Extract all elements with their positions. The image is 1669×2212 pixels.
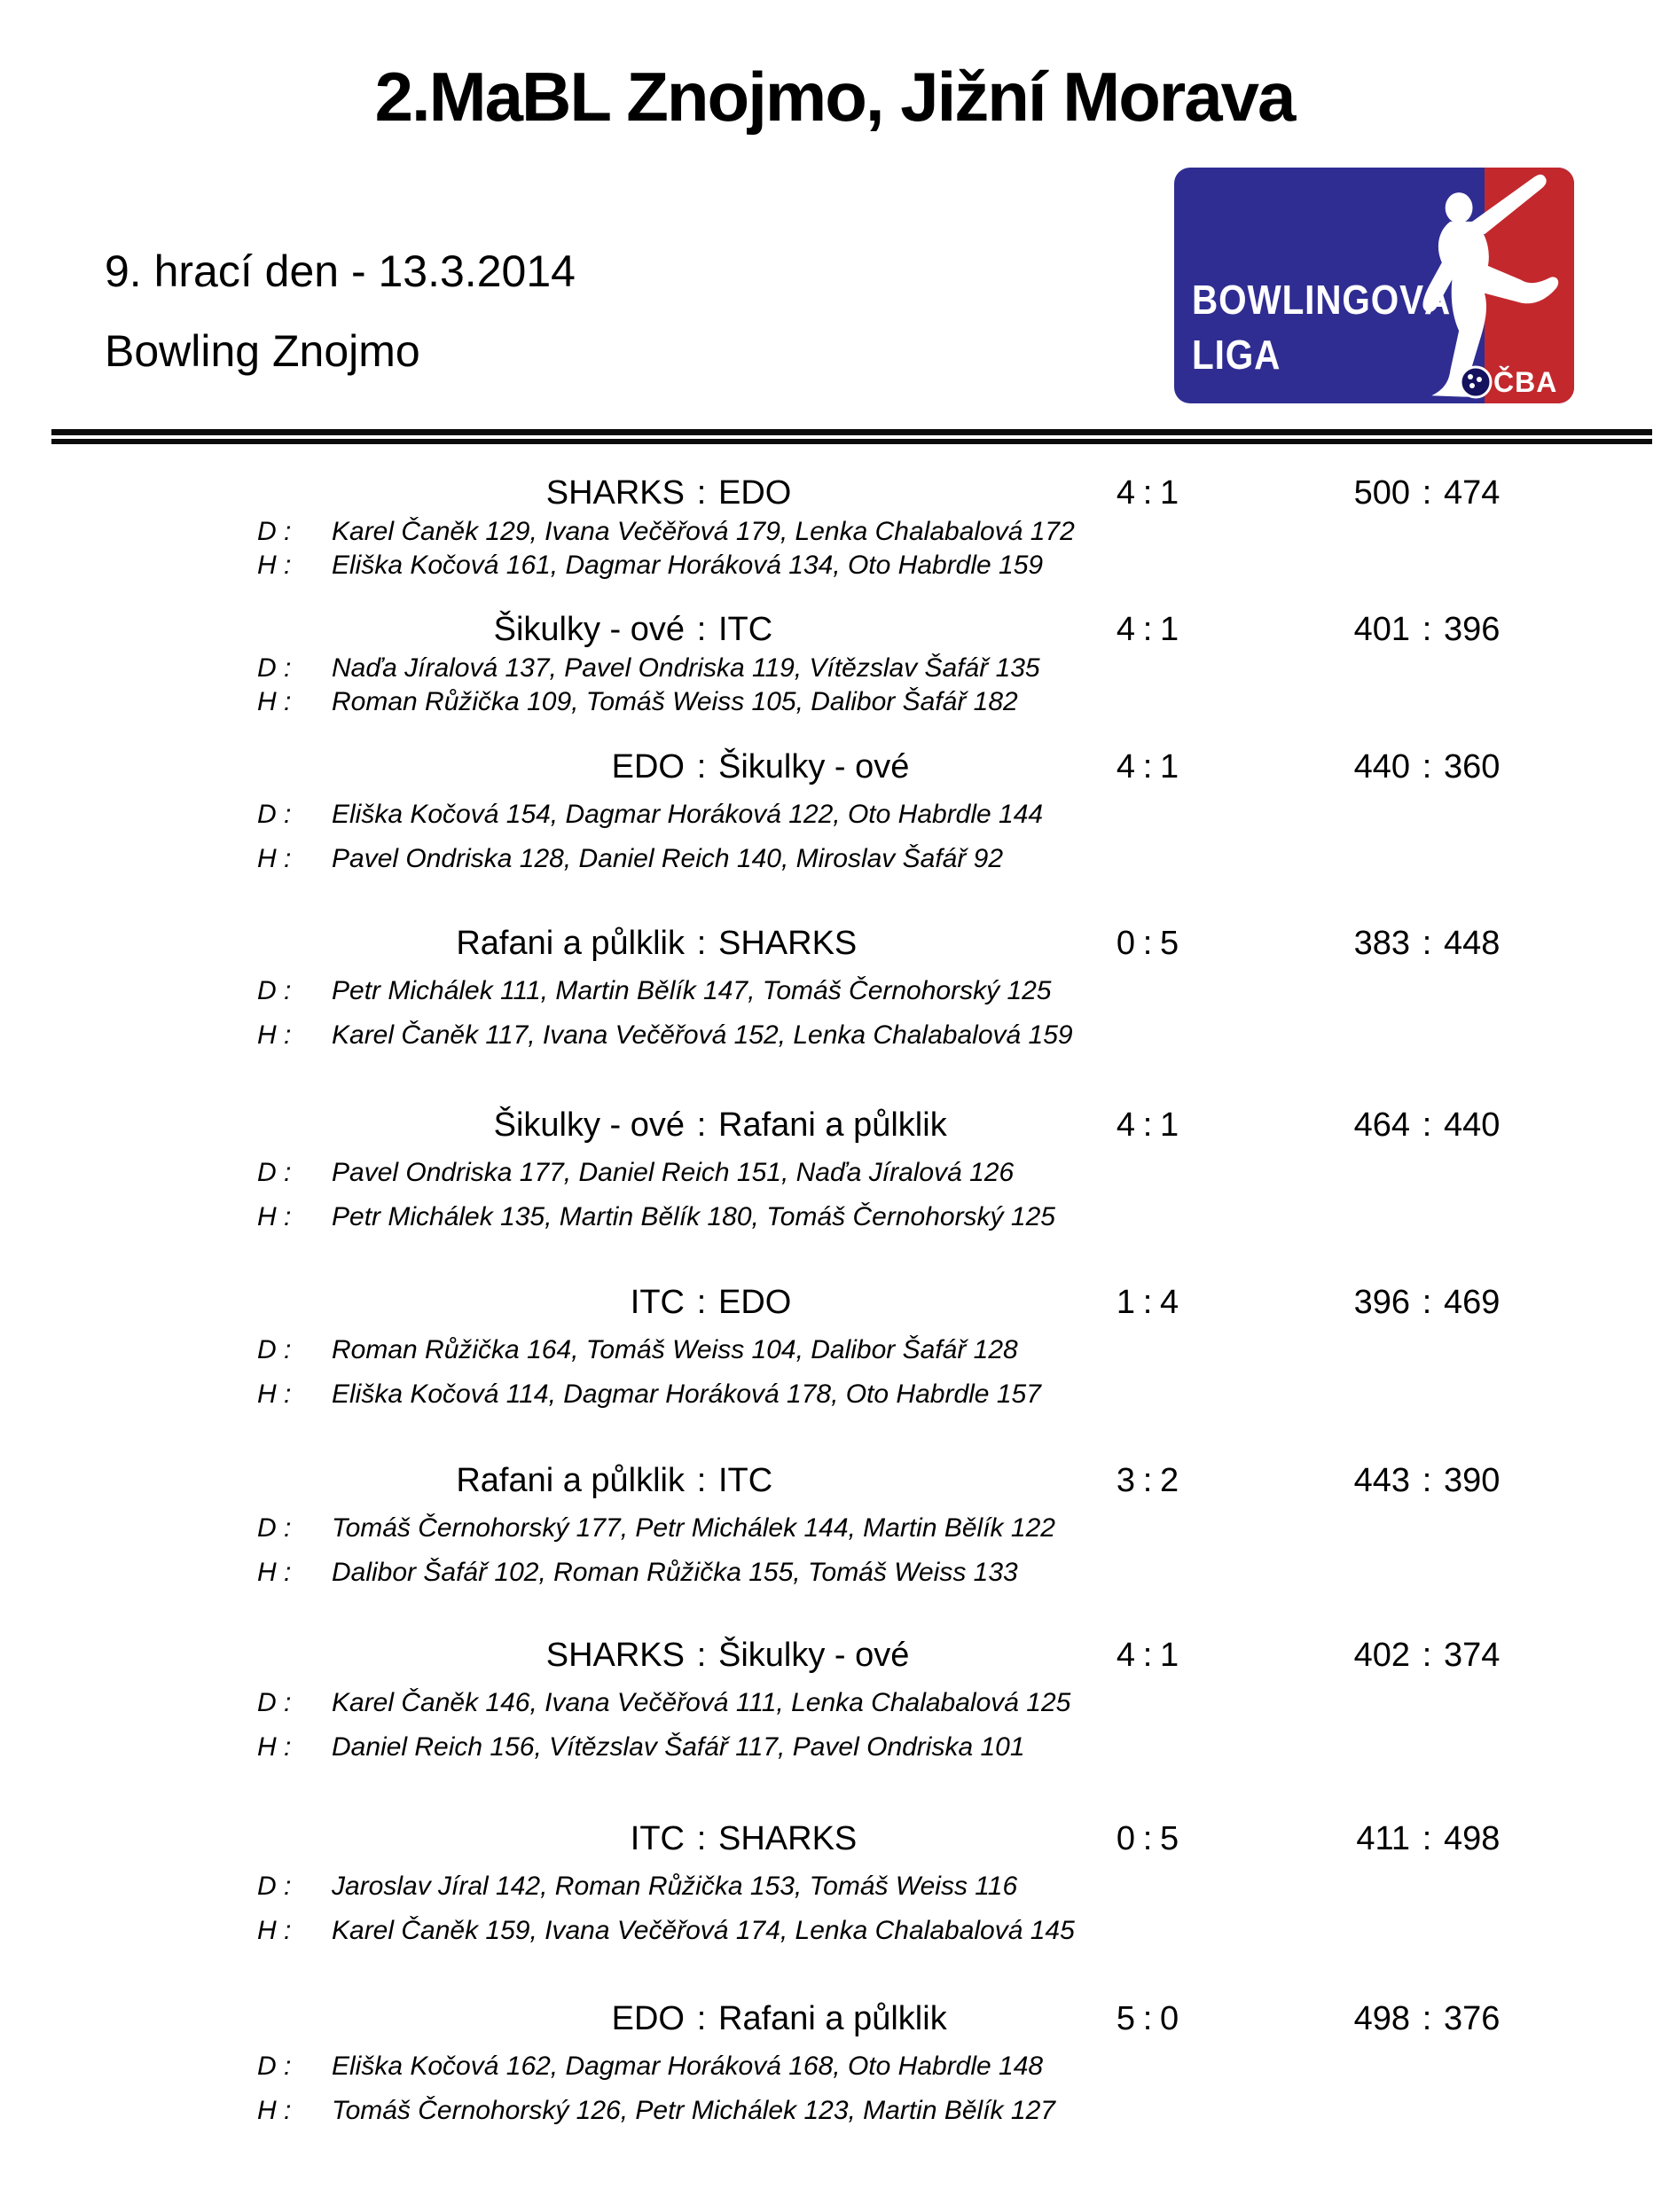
set-points-away: 5: [1160, 925, 1179, 962]
match-result: [0, 2000, 1669, 2133]
total-pins-away: 360: [1444, 748, 1501, 786]
home-lineup-row: [0, 2052, 1669, 2082]
cba-badge: ČBA: [1493, 366, 1558, 398]
title-colon: :: [696, 1106, 707, 1144]
home-team-name: EDO: [611, 2000, 685, 2037]
home-team-name: SHARKS: [545, 1637, 685, 1674]
total-pins-home: 396: [1353, 1284, 1410, 1321]
guest-row-label: H :: [257, 1202, 292, 1231]
match-result: [0, 611, 1669, 744]
guest-players-list: Dalibor Šafář 102, Roman Růžička 155, Tomáš Weiss 133: [332, 1558, 1018, 1587]
guest-lineup-row: [0, 1380, 1669, 1410]
guest-lineup-row: [0, 551, 1669, 581]
set-points-away: 1: [1160, 1637, 1179, 1674]
home-lineup-row: [0, 800, 1669, 830]
home-lineup-row: [0, 653, 1669, 684]
match-title-row: [0, 1820, 1669, 1857]
guest-row-label: H :: [257, 1558, 292, 1587]
home-players-list: Petr Michálek 111, Martin Bělík 147, Tomáš Černohorský 125: [332, 976, 1052, 1005]
guest-row-label: H :: [257, 551, 292, 580]
set-points-away: 0: [1160, 2000, 1179, 2037]
away-team-name: Rafani a půlklik: [718, 2000, 947, 2037]
logo-wordmark-line2: LIGA: [1192, 332, 1281, 378]
home-row-label: D :: [257, 1513, 292, 1543]
home-lineup-row: [0, 976, 1669, 1006]
total-pins-colon: :: [1422, 2000, 1432, 2037]
match-title-row: [0, 1637, 1669, 1674]
guest-lineup-row: [0, 687, 1669, 717]
title-colon: :: [696, 1284, 707, 1321]
match-result: [0, 748, 1669, 881]
guest-lineup-row: [0, 1558, 1669, 1588]
away-team-name: Šikulky - ové: [718, 1637, 910, 1674]
logo-wordmark-line1: BOWLINGOVÁ: [1192, 277, 1452, 323]
total-pins-colon: :: [1422, 748, 1432, 786]
total-pins-away: 440: [1444, 1106, 1501, 1144]
set-points-away: 5: [1160, 1820, 1179, 1857]
home-lineup-row: [0, 1513, 1669, 1544]
guest-row-label: H :: [257, 1020, 292, 1050]
home-team-name: ITC: [630, 1284, 685, 1321]
total-pins-away: 396: [1444, 611, 1501, 648]
set-points-colon: :: [1142, 1462, 1153, 1499]
guest-row-label: H :: [257, 2096, 292, 2125]
away-team-name: Rafani a půlklik: [718, 1106, 947, 1144]
match-title-row: [0, 1284, 1669, 1321]
home-players-list: Tomáš Černohorský 177, Petr Michálek 144, Martin Bělík 122: [332, 1513, 1055, 1543]
title-colon: :: [696, 2000, 707, 2037]
title-colon: :: [696, 748, 707, 786]
home-row-label: D :: [257, 517, 292, 546]
home-team-name: Šikulky - ové: [493, 611, 685, 648]
set-points-home: 4: [1116, 748, 1135, 786]
set-points-home: 0: [1116, 925, 1135, 962]
total-pins-home: 402: [1353, 1637, 1410, 1674]
guest-row-label: H :: [257, 1732, 292, 1762]
set-points-colon: :: [1142, 2000, 1153, 2037]
set-points-colon: :: [1142, 1106, 1153, 1144]
guest-lineup-row: [0, 1020, 1669, 1051]
total-pins-away: 474: [1444, 474, 1501, 512]
venue-name: Bowling Znojmo: [105, 326, 420, 376]
set-points-home: 1: [1116, 1284, 1135, 1321]
title-colon: :: [696, 1462, 707, 1499]
set-points-home: 4: [1116, 1106, 1135, 1144]
match-title-row: [0, 1462, 1669, 1499]
set-points-colon: :: [1142, 1820, 1153, 1857]
set-points-away: 1: [1160, 474, 1179, 512]
total-pins-colon: :: [1422, 1284, 1432, 1321]
away-team-name: SHARKS: [718, 925, 858, 962]
away-team-name: ITC: [718, 611, 773, 648]
total-pins-home: 464: [1353, 1106, 1410, 1144]
guest-players-list: Tomáš Černohorský 126, Petr Michálek 123, Martin Bělík 127: [332, 2096, 1055, 2125]
guest-players-list: Karel Čaněk 159, Ivana Večěřová 174, Lenka Chalabalová 145: [332, 1916, 1075, 1945]
home-lineup-row: [0, 1872, 1669, 1902]
header-divider: [51, 429, 1652, 444]
total-pins-away: 448: [1444, 925, 1501, 962]
match-result: [0, 1462, 1669, 1595]
guest-players-list: Daniel Reich 156, Vítězslav Šafář 117, Pavel Ondriska 101: [332, 1732, 1025, 1762]
home-players-list: Roman Růžička 164, Tomáš Weiss 104, Dalibor Šafář 128: [332, 1335, 1018, 1364]
set-points-away: 1: [1160, 611, 1179, 648]
total-pins-colon: :: [1422, 611, 1432, 648]
set-points-home: 3: [1116, 1462, 1135, 1499]
title-colon: :: [696, 1820, 707, 1857]
guest-players-list: Eliška Kočová 114, Dagmar Horáková 178, Oto Habrdle 157: [332, 1380, 1041, 1409]
total-pins-colon: :: [1422, 474, 1432, 512]
guest-players-list: Petr Michálek 135, Martin Bělík 180, Tomáš Černohorský 125: [332, 1202, 1055, 1231]
home-row-label: D :: [257, 1872, 292, 1901]
match-result: [0, 1820, 1669, 1953]
total-pins-colon: :: [1422, 1106, 1432, 1144]
set-points-home: 4: [1116, 1637, 1135, 1674]
home-players-list: Pavel Ondriska 177, Daniel Reich 151, Naďa Jíralová 126: [332, 1158, 1015, 1187]
home-players-list: Eliška Kočová 154, Dagmar Horáková 122, Oto Habrdle 144: [332, 800, 1044, 829]
home-players-list: Karel Čaněk 129, Ivana Večěřová 179, Lenka Chalabalová 172: [332, 517, 1075, 546]
match-title-row: [0, 2000, 1669, 2037]
home-team-name: Šikulky - ové: [493, 1106, 685, 1144]
home-lineup-row: [0, 1688, 1669, 1718]
set-points-colon: :: [1142, 474, 1153, 512]
set-points-home: 5: [1116, 2000, 1135, 2037]
title-colon: :: [696, 611, 707, 648]
title-colon: :: [696, 1637, 707, 1674]
total-pins-home: 500: [1353, 474, 1410, 512]
page-title: 2.MaBL Znojmo, Jižní Morava: [374, 58, 1295, 136]
home-row-label: D :: [257, 2052, 292, 2081]
home-lineup-row: [0, 517, 1669, 547]
match-result: [0, 1637, 1669, 1770]
total-pins-home: 443: [1353, 1462, 1410, 1499]
guest-lineup-row: [0, 1732, 1669, 1763]
home-team-name: Rafani a půlklik: [456, 1462, 685, 1499]
home-row-label: D :: [257, 1688, 292, 1717]
total-pins-home: 411: [1356, 1820, 1410, 1857]
set-points-home: 4: [1116, 474, 1135, 512]
match-result: [0, 925, 1669, 1058]
set-points-away: 1: [1160, 1106, 1179, 1144]
total-pins-colon: :: [1422, 1462, 1432, 1499]
set-points-home: 0: [1116, 1820, 1135, 1857]
home-team-name: EDO: [611, 748, 685, 786]
total-pins-home: 383: [1353, 925, 1410, 962]
away-team-name: Šikulky - ové: [718, 748, 910, 786]
guest-row-label: H :: [257, 844, 292, 873]
total-pins-away: 376: [1444, 2000, 1501, 2037]
total-pins-home: 498: [1353, 2000, 1410, 2037]
match-day-line: 9. hrací den - 13.3.2014: [105, 246, 576, 296]
guest-lineup-row: [0, 1202, 1669, 1232]
home-team-name: ITC: [630, 1820, 685, 1857]
away-team-name: EDO: [718, 1284, 792, 1321]
match-result: [0, 474, 1669, 607]
home-players-list: Naďa Jíralová 137, Pavel Ondriska 119, Vítězslav Šafář 135: [332, 653, 1040, 683]
title-colon: :: [696, 925, 707, 962]
away-team-name: ITC: [718, 1462, 773, 1499]
bowling-ball-icon: [1458, 364, 1493, 400]
guest-players-list: Karel Čaněk 117, Ivana Večěřová 152, Lenka Chalabalová 159: [332, 1020, 1073, 1050]
set-points-away: 4: [1160, 1284, 1179, 1321]
set-points-away: 1: [1160, 748, 1179, 786]
match-result: [0, 1284, 1669, 1417]
set-points-colon: :: [1142, 611, 1153, 648]
home-lineup-row: [0, 1335, 1669, 1365]
total-pins-away: 374: [1444, 1637, 1501, 1674]
guest-lineup-row: [0, 1916, 1669, 1946]
total-pins-away: 390: [1444, 1462, 1501, 1499]
guest-lineup-row: [0, 844, 1669, 874]
home-row-label: D :: [257, 1335, 292, 1364]
total-pins-away: 469: [1444, 1284, 1501, 1321]
guest-row-label: H :: [257, 1916, 292, 1945]
total-pins-away: 498: [1444, 1820, 1501, 1857]
match-title-row: [0, 474, 1669, 512]
home-players-list: Eliška Kočová 162, Dagmar Horáková 168, Oto Habrdle 148: [332, 2052, 1044, 2081]
home-row-label: D :: [257, 653, 292, 683]
set-points-colon: :: [1142, 748, 1153, 786]
set-points-colon: :: [1142, 1284, 1153, 1321]
match-title-row: [0, 925, 1669, 962]
total-pins-home: 440: [1353, 748, 1410, 786]
set-points-colon: :: [1142, 925, 1153, 962]
home-team-name: Rafani a půlklik: [456, 925, 685, 962]
guest-row-label: H :: [257, 1380, 292, 1409]
guest-row-label: H :: [257, 687, 292, 716]
home-row-label: D :: [257, 1158, 292, 1187]
match-result: [0, 1106, 1669, 1239]
set-points-home: 4: [1116, 611, 1135, 648]
guest-lineup-row: [0, 2096, 1669, 2126]
match-title-row: [0, 611, 1669, 648]
match-title-row: [0, 748, 1669, 786]
guest-players-list: Roman Růžička 109, Tomáš Weiss 105, Dalibor Šafář 182: [332, 687, 1018, 716]
home-players-list: Jaroslav Jíral 142, Roman Růžička 153, Tomáš Weiss 116: [332, 1872, 1018, 1901]
home-players-list: Karel Čaněk 146, Ivana Večěřová 111, Lenka Chalabalová 125: [332, 1688, 1071, 1717]
league-logo: [1174, 168, 1574, 403]
guest-players-list: Pavel Ondriska 128, Daniel Reich 140, Miroslav Šafář 92: [332, 844, 1004, 873]
away-team-name: SHARKS: [718, 1820, 858, 1857]
match-title-row: [0, 1106, 1669, 1144]
title-colon: :: [696, 474, 707, 512]
total-pins-home: 401: [1353, 611, 1410, 648]
set-points-colon: :: [1142, 1637, 1153, 1674]
home-team-name: SHARKS: [545, 474, 685, 512]
total-pins-colon: :: [1422, 1637, 1432, 1674]
home-lineup-row: [0, 1158, 1669, 1188]
total-pins-colon: :: [1422, 925, 1432, 962]
home-row-label: D :: [257, 976, 292, 1005]
set-points-away: 2: [1160, 1462, 1179, 1499]
home-row-label: D :: [257, 800, 292, 829]
away-team-name: EDO: [718, 474, 792, 512]
total-pins-colon: :: [1422, 1820, 1432, 1857]
guest-players-list: Eliška Kočová 161, Dagmar Horáková 134, Oto Habrdle 159: [332, 551, 1044, 580]
